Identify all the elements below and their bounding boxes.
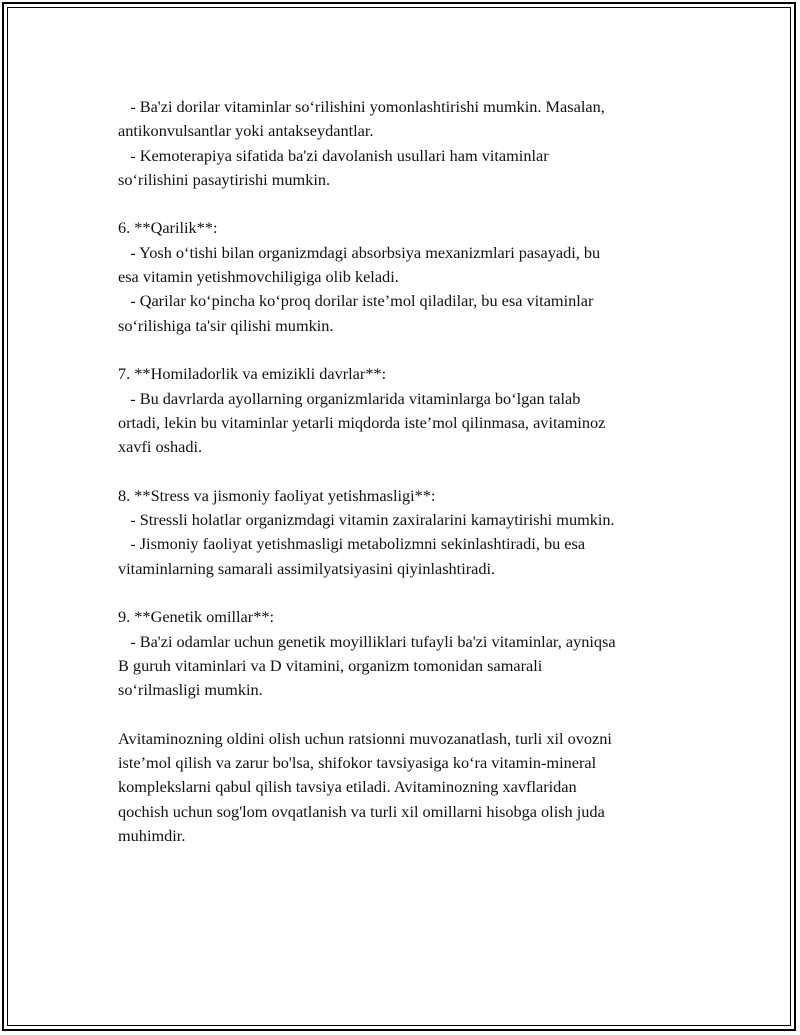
text-line: komplekslarni qabul qilish tavsiya etiladi. Avitaminozning xavflaridan: [118, 777, 577, 797]
section-stress: [118, 484, 698, 581]
blank-line: [118, 192, 698, 216]
text-line: iste’mol qilish va zarur bo'lsa, shifokor tavsiyasiga ko‘ra vitamin-mineral: [118, 753, 597, 773]
text-line: antikonvulsantlar yoki antakseydantlar.: [118, 121, 374, 141]
section-heading: 9. **Genetik omillar**:: [118, 607, 274, 627]
text-line: - Ba'zi odamlar uchun genetik moyilliklari tufayli ba'zi vitaminlar, ayniqsa: [118, 631, 616, 651]
document-body: [118, 95, 698, 848]
text-line: - Stressli holatlar organizmdagi vitamin zaxiralarini kamaytirishi mumkin.: [118, 510, 615, 530]
section-heading: 6. **Qarilik**:: [118, 218, 218, 238]
text-line: - Ba'zi dorilar vitaminlar so‘rilishini yomonlashtirishi mumkin. Masalan,: [118, 97, 605, 116]
section-heading: 8. **Stress va jismoniy faoliyat yetishmasligi**:: [118, 485, 436, 505]
text-line: - Jismoniy faoliyat yetishmasligi metabolizmni sekinlashtiradi, bu esa: [118, 534, 586, 554]
section-genetik: [118, 605, 698, 702]
text-line: ortadi, lekin bu vitaminlar yetarli miqdorda iste’mol qilinmasa, avitaminoz: [118, 412, 606, 432]
text-line: - Qarilar ko‘pincha ko‘proq dorilar iste’mol qiladilar, bu esa vitaminlar: [118, 291, 594, 311]
blank-line: [118, 338, 698, 362]
text-line: - Yosh o‘tishi bilan organizmdagi absorbsiya mexanizmlari pasayadi, bu: [118, 242, 601, 262]
text-line: B guruh vitaminlari va D vitamini, organizm tomonidan samarali: [118, 655, 543, 675]
text-line: Avitaminozning oldini olish uchun ratsionni muvozanatlash, turli xil ovozni: [118, 728, 612, 748]
text-line: - Kemoterapiya sifatida ba'zi davolanish usullari ham vitaminlar: [118, 145, 549, 165]
blank-line: [118, 702, 698, 726]
text-line: qochish uchun sog'lom ovqatlanish va turli xil omillarni hisobga olish juda: [118, 801, 605, 821]
text-line: muhimdir.: [118, 825, 186, 845]
section-homiladorlik: [118, 362, 698, 459]
text-line: - Bu davrlarda ayollarning organizmlarida vitaminlarga bo‘lgan talab: [118, 388, 581, 408]
text-line: xavfi oshadi.: [118, 437, 203, 457]
closing-paragraph: [118, 727, 698, 848]
blank-line: [118, 581, 698, 605]
text-line: so‘rilishiga ta'sir qilishi mumkin.: [118, 315, 334, 335]
blank-line: [118, 459, 698, 483]
section-heading: 7. **Homiladorlik va emizikli davrlar**:: [118, 364, 387, 384]
text-line: esa vitamin yetishmovchiligiga olib keladi.: [118, 267, 399, 287]
text-line: so‘rilishini pasaytirishi mumkin.: [118, 169, 331, 189]
text-line: so‘rilmasligi mumkin.: [118, 680, 263, 700]
section-qarilik: [118, 216, 698, 337]
continuation-block: [118, 95, 698, 192]
text-line: vitaminlarning samarali assimilyatsiyasini qiyinlashtiradi.: [118, 558, 496, 578]
